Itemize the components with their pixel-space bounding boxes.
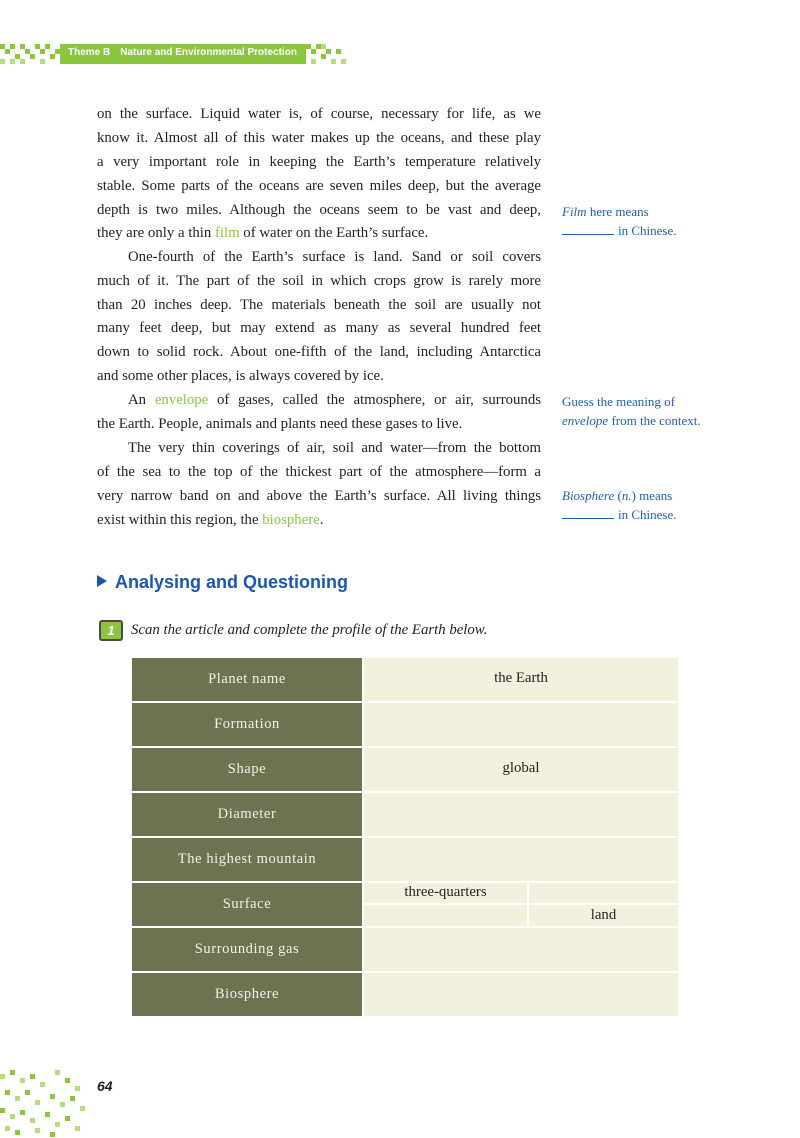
answer-blank[interactable] (562, 506, 614, 519)
theme-title: Nature and Environmental Protection (120, 47, 297, 58)
note-text: ( (614, 488, 622, 503)
table-row (132, 973, 678, 1018)
table-row (132, 658, 678, 703)
note-text: from the context. (608, 413, 701, 428)
table-row (132, 928, 678, 973)
paragraph-line: many feet deep, but may extend as many as several hundred feet (97, 320, 541, 336)
paragraph-line: a very important role in keeping the Earth’s temperature relatively (97, 154, 541, 170)
header-title (68, 46, 297, 60)
task-number-badge: 1 (99, 620, 123, 641)
text-run: exist within this region, the (97, 512, 263, 528)
header-pixel-decoration-left (0, 40, 60, 68)
row-label: Shape (132, 748, 362, 793)
surface-value-top: three-quarters (404, 884, 487, 900)
note-text: here means (586, 204, 649, 219)
paragraph-line: One-fourth of the Earth’s surface is land. Sand or soil covers (128, 249, 541, 265)
paragraph-line: very narrow band on and above the Earth’s surface. All living things (97, 488, 541, 504)
paragraph-line: of the sea to the top of the thickest part of the atmosphere—form a (97, 464, 541, 480)
earth-profile-table (132, 658, 678, 1018)
answer-blank[interactable] (562, 222, 614, 235)
row-value-cell[interactable] (364, 658, 678, 703)
paragraph-line: know it. Almost all of this water makes up the oceans, and these play (97, 130, 541, 146)
keyword-film: film (214, 225, 240, 241)
row-value: global (502, 760, 540, 776)
header-pixel-decoration-right (306, 40, 346, 68)
task-text: Scan the article and complete the profile of the Earth below. (131, 622, 488, 638)
row-value-cell[interactable] (364, 928, 678, 973)
text-run: they are only a thin (97, 225, 215, 241)
paragraph-line: the Earth. People, animals and plants need these gases to live. (97, 416, 463, 432)
paragraph-line: depth is two miles. Although the oceans seem to be vast and deep, (97, 202, 541, 218)
table-row (132, 703, 678, 748)
note-term: Biosphere (562, 488, 615, 503)
surface-value-bottom: land (590, 907, 617, 923)
play-arrow-icon (97, 575, 107, 587)
margin-note-envelope (562, 392, 701, 430)
section-heading (97, 572, 348, 593)
note-text: in Chinese. (618, 223, 677, 238)
note-term: envelope (562, 413, 609, 428)
table-row (132, 793, 678, 838)
paragraph-line: down to solid rock. About one-fifth of the land, including Antarctica (97, 344, 541, 360)
text-run: . (319, 512, 324, 528)
note-pos: n. (621, 488, 632, 503)
page-number: 64 (97, 1078, 113, 1094)
row-value-cell[interactable] (364, 703, 678, 748)
row-label: The highest mountain (132, 838, 362, 883)
row-value-cell[interactable] (364, 748, 678, 793)
row-value-cell[interactable] (364, 838, 678, 883)
row-label: Planet name (132, 658, 362, 703)
row-label: Formation (132, 703, 362, 748)
row-label: Surrounding gas (132, 928, 362, 973)
text-run: An (128, 392, 155, 408)
paragraph-line: on the surface. Liquid water is, of course, necessary for life, as we (97, 106, 541, 122)
paragraph-line (97, 509, 541, 531)
row-value-cell[interactable] (364, 973, 678, 1018)
paragraph-line (128, 389, 541, 411)
note-term: Film (562, 204, 587, 219)
margin-note-film (562, 202, 677, 240)
paragraph-line: and some other places, is always covered by ice. (97, 368, 384, 384)
row-label: Diameter (132, 793, 362, 838)
paragraph-line: stable. Some parts of the oceans are seven miles deep, but the average (97, 178, 541, 194)
row-label: Biosphere (132, 973, 362, 1018)
text-run: of gases, called the atmosphere, or air, surrounds (208, 392, 541, 408)
row-label: Surface (132, 883, 362, 928)
margin-note-biosphere (562, 486, 677, 524)
footer-pixel-decoration (0, 1066, 96, 1138)
theme-label: Theme B (68, 47, 111, 58)
table-row (132, 748, 678, 793)
cell-divider (364, 903, 678, 905)
section-title: Analysing and Questioning (115, 572, 349, 592)
paragraph-line: much of it. The part of the soil in which crops grow is rarely more (97, 273, 541, 289)
row-value: the Earth (494, 670, 548, 686)
row-value-cell[interactable] (364, 793, 678, 838)
note-text: ) means (631, 488, 673, 503)
table-row (132, 838, 678, 883)
text-run: of water on the Earth’s surface. (239, 225, 429, 241)
paragraph-line: The very thin coverings of air, soil and water—from the bottom (128, 440, 541, 456)
note-text: Guess the meaning of (562, 394, 676, 409)
paragraph-line: than 20 inches deep. The materials beneath the soil are usually not (97, 297, 541, 313)
keyword-biosphere: biosphere (262, 512, 320, 528)
note-text: in Chinese. (618, 507, 677, 522)
surface-split-cell[interactable] (364, 883, 678, 928)
keyword-envelope: envelope (154, 392, 209, 408)
paragraph-line (97, 222, 541, 244)
table-row (132, 883, 678, 928)
